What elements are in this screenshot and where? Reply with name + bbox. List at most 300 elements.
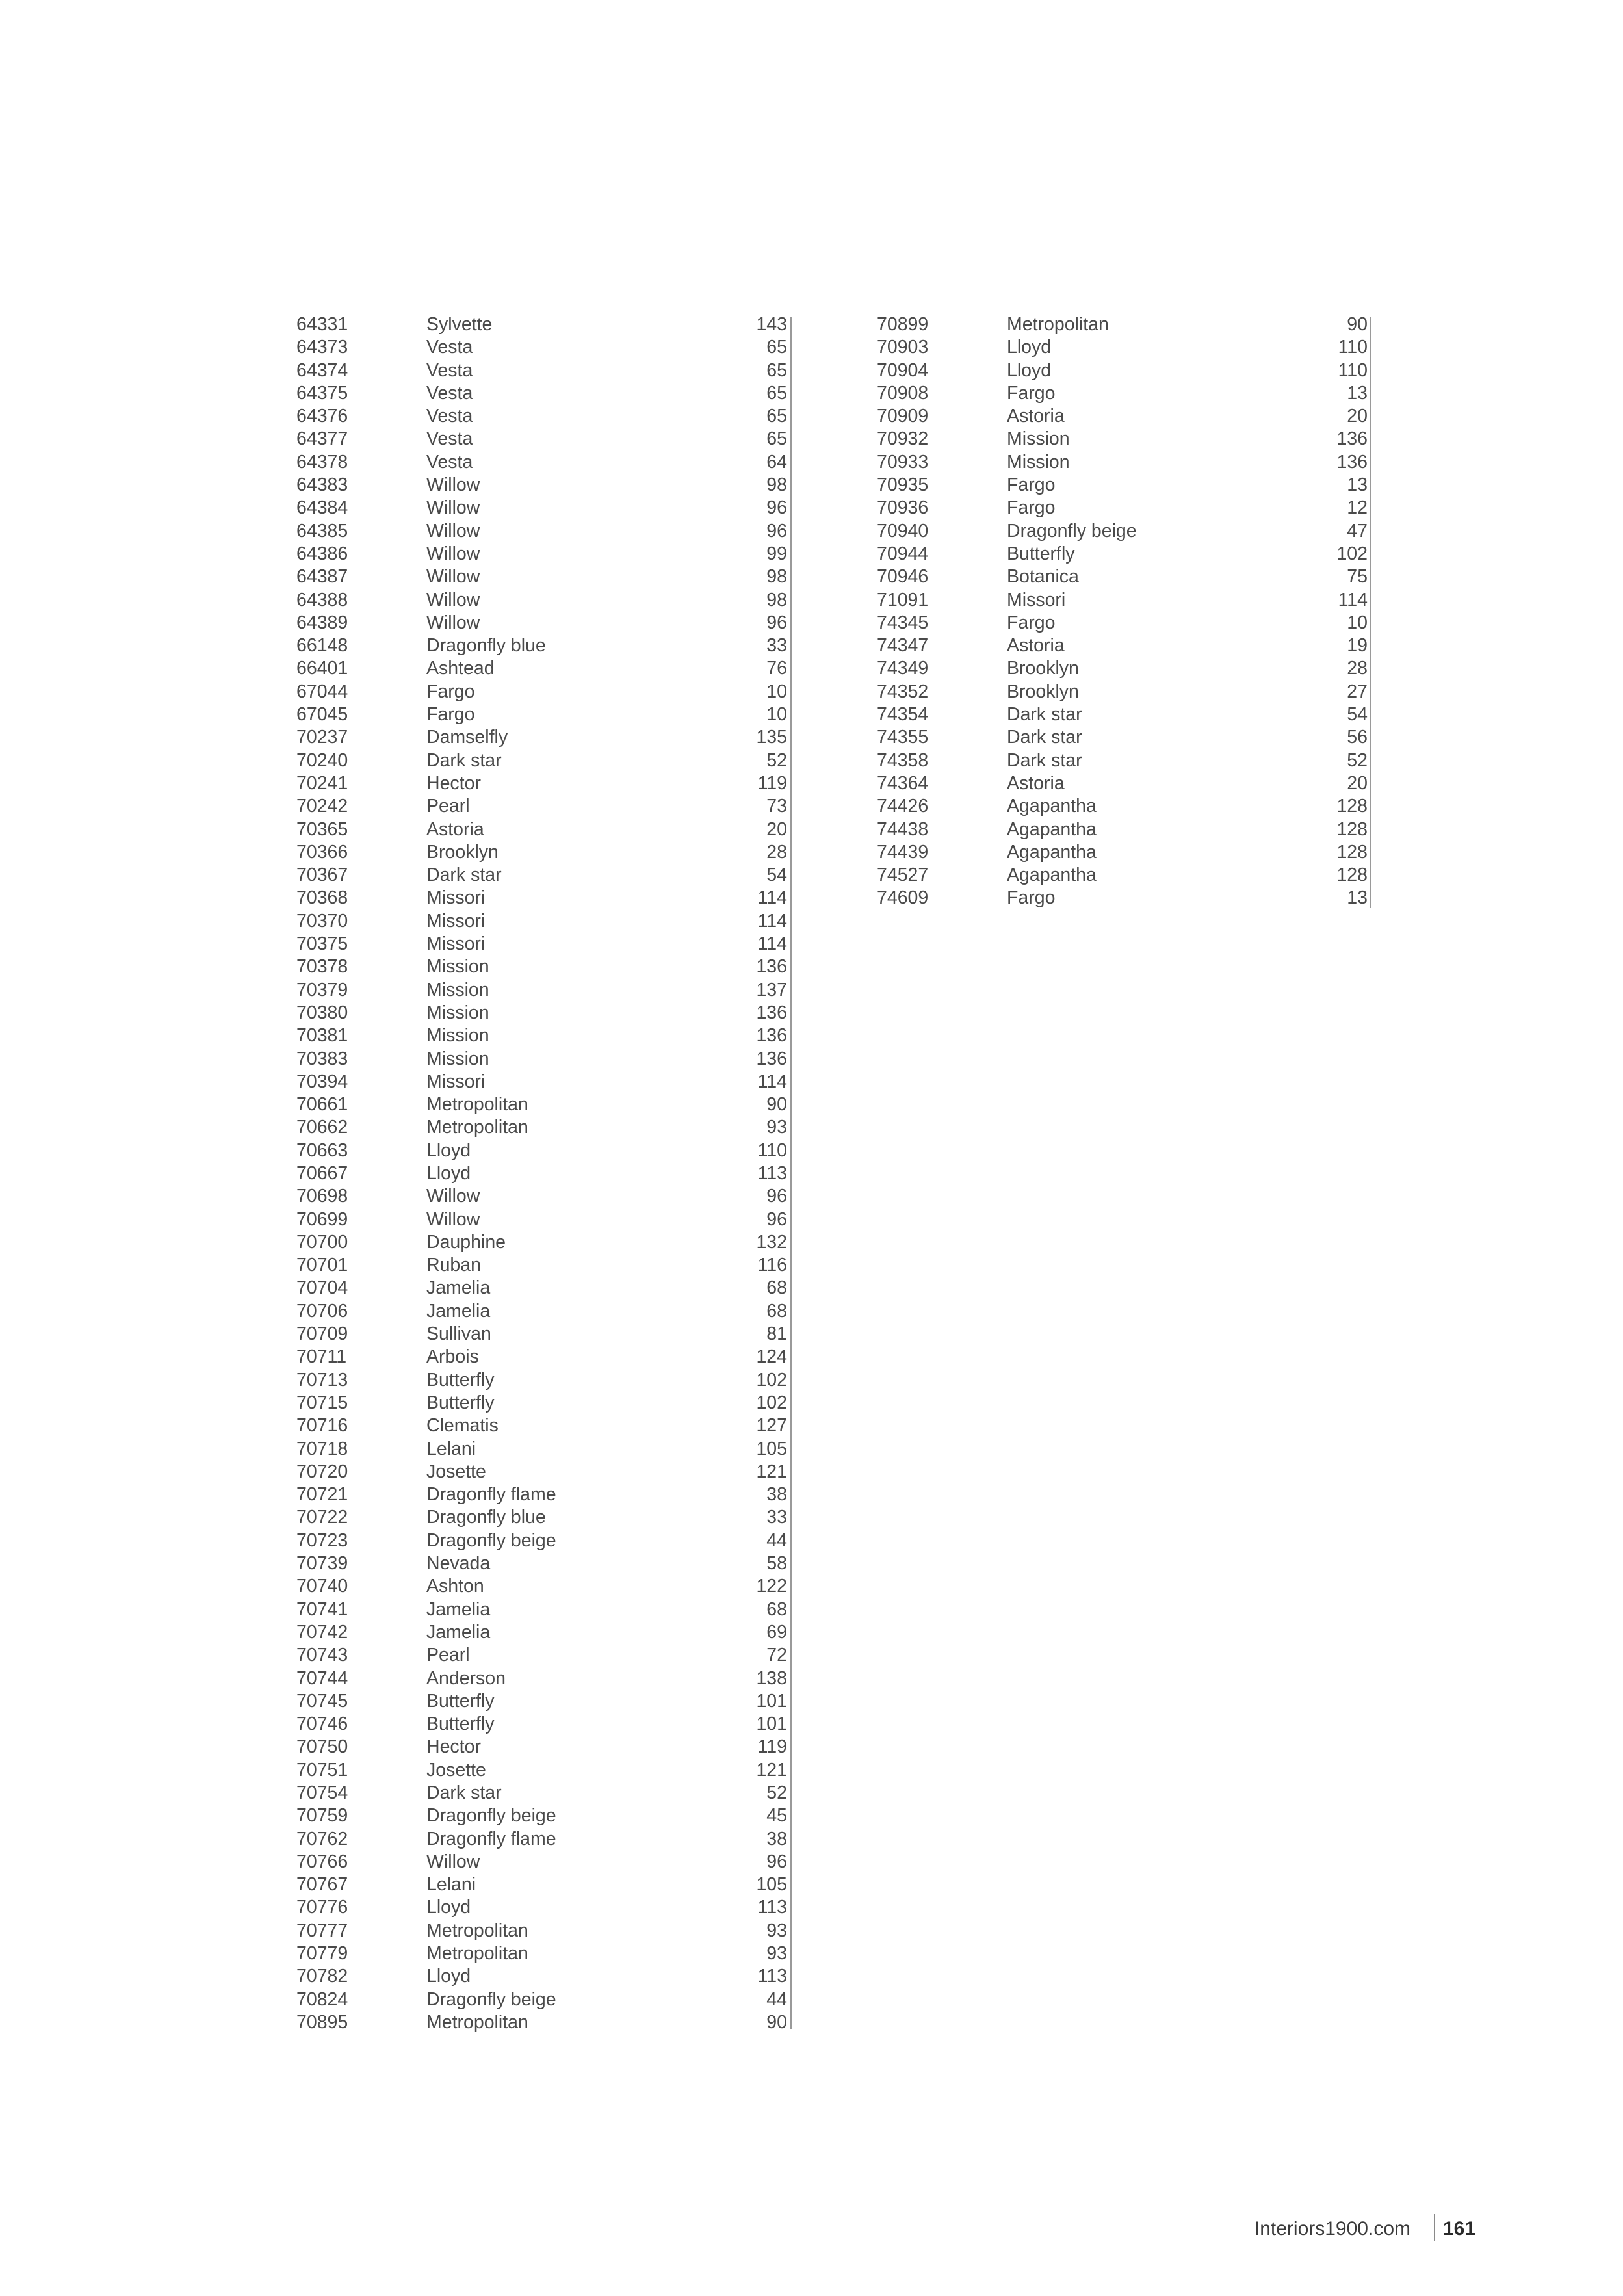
product-name: Jamelia bbox=[426, 1598, 491, 1620]
page-ref: 102 bbox=[1336, 543, 1368, 564]
row-spacer bbox=[647, 841, 712, 864]
product-name: Fargo bbox=[426, 681, 475, 702]
page-ref: 13 bbox=[1347, 475, 1368, 496]
product-name: Willow bbox=[426, 497, 480, 519]
index-row bbox=[296, 1116, 787, 1139]
product-name: Hector bbox=[426, 1736, 481, 1758]
product-code: 70933 bbox=[877, 451, 929, 473]
index-row bbox=[877, 474, 1368, 497]
row-spacer bbox=[647, 1277, 712, 1299]
product-code: 67044 bbox=[296, 681, 348, 702]
index-row bbox=[877, 657, 1368, 680]
index-row bbox=[877, 451, 1368, 474]
index-column-left bbox=[296, 313, 787, 2034]
index-row bbox=[296, 1989, 787, 2011]
index-row bbox=[877, 887, 1368, 909]
index-row bbox=[296, 1759, 787, 1782]
index-column-left-body bbox=[296, 313, 787, 2034]
page-ref: 33 bbox=[766, 635, 787, 657]
index-row bbox=[296, 1530, 787, 1552]
page-ref: 93 bbox=[766, 1920, 787, 1941]
product-code: 70932 bbox=[877, 428, 929, 450]
product-name: Missori bbox=[1007, 589, 1066, 610]
product-name: Metropolitan bbox=[1007, 314, 1109, 335]
product-code: 64389 bbox=[296, 612, 348, 633]
page-ref: 110 bbox=[1338, 359, 1368, 381]
row-spacer bbox=[647, 864, 712, 887]
index-column-right-body bbox=[877, 313, 1368, 910]
product-name: Willow bbox=[426, 1208, 480, 1230]
index-row bbox=[296, 1208, 787, 1231]
product-code: 70368 bbox=[296, 887, 348, 909]
product-name: Agapantha bbox=[1007, 818, 1097, 840]
index-row bbox=[296, 703, 787, 726]
product-name: Vesta bbox=[426, 451, 473, 473]
page-ref: 96 bbox=[766, 1186, 787, 1207]
page-ref: 65 bbox=[766, 337, 787, 358]
product-name: Fargo bbox=[1007, 475, 1056, 496]
product-code: 70378 bbox=[296, 956, 348, 978]
row-spacer bbox=[647, 887, 712, 909]
row-spacer bbox=[647, 795, 712, 818]
row-spacer bbox=[1228, 451, 1293, 474]
product-name: Pearl bbox=[426, 796, 470, 817]
page-ref: 98 bbox=[766, 589, 787, 610]
product-name: Vesta bbox=[426, 406, 473, 427]
page-ref: 137 bbox=[756, 979, 787, 1000]
product-name: Jamelia bbox=[426, 1621, 491, 1643]
page-ref: 90 bbox=[766, 2011, 787, 2033]
index-row bbox=[296, 1575, 787, 1598]
index-row bbox=[296, 1873, 787, 1896]
product-code: 70739 bbox=[296, 1553, 348, 1574]
product-code: 70767 bbox=[296, 1874, 348, 1896]
product-code: 70379 bbox=[296, 979, 348, 1000]
product-code: 70713 bbox=[296, 1369, 348, 1390]
page-ref: 10 bbox=[766, 704, 787, 725]
product-code: 64388 bbox=[296, 589, 348, 610]
page-ref: 110 bbox=[757, 1140, 787, 1161]
index-row bbox=[877, 589, 1368, 612]
product-code: 64384 bbox=[296, 497, 348, 519]
index-row bbox=[296, 2011, 787, 2034]
index-row bbox=[296, 1369, 787, 1392]
product-code: 74439 bbox=[877, 841, 929, 863]
row-spacer bbox=[647, 1621, 712, 1644]
product-name: Missori bbox=[426, 887, 486, 909]
product-name: Mission bbox=[426, 956, 489, 978]
index-row bbox=[296, 772, 787, 795]
index-row bbox=[296, 1965, 787, 1988]
index-row bbox=[877, 612, 1368, 634]
page-ref: 20 bbox=[1347, 772, 1368, 794]
product-code: 70742 bbox=[296, 1621, 348, 1643]
product-code: 70661 bbox=[296, 1094, 348, 1115]
page-ref: 96 bbox=[766, 520, 787, 541]
page-ref: 68 bbox=[766, 1598, 787, 1620]
product-name: Arbois bbox=[426, 1346, 479, 1368]
page-ref: 105 bbox=[756, 1438, 787, 1459]
row-spacer bbox=[1228, 520, 1293, 543]
index-row bbox=[877, 841, 1368, 864]
index-row bbox=[296, 726, 787, 749]
product-code: 64378 bbox=[296, 451, 348, 473]
index-row bbox=[296, 1552, 787, 1575]
product-code: 74354 bbox=[877, 704, 929, 725]
index-row bbox=[296, 1024, 787, 1047]
index-row bbox=[296, 1598, 787, 1621]
row-spacer bbox=[647, 1162, 712, 1185]
page-ref: 93 bbox=[766, 1117, 787, 1138]
product-code: 64376 bbox=[296, 406, 348, 427]
product-code: 70242 bbox=[296, 796, 348, 817]
row-spacer bbox=[647, 1713, 712, 1736]
page-ref: 13 bbox=[1347, 887, 1368, 909]
page-ref: 110 bbox=[1338, 337, 1368, 358]
product-name: Astoria bbox=[1007, 772, 1065, 794]
product-name: Mission bbox=[1007, 428, 1070, 450]
product-name: Lloyd bbox=[1007, 359, 1052, 381]
row-spacer bbox=[647, 1140, 712, 1162]
product-name: Metropolitan bbox=[426, 2011, 528, 2033]
index-row bbox=[877, 543, 1368, 566]
product-code: 74345 bbox=[877, 612, 929, 633]
product-name: Brooklyn bbox=[426, 841, 499, 863]
row-spacer bbox=[647, 1552, 712, 1575]
index-row bbox=[877, 772, 1368, 795]
row-spacer bbox=[647, 1024, 712, 1047]
page-ref: 10 bbox=[766, 681, 787, 702]
row-spacer bbox=[1228, 841, 1293, 864]
row-spacer bbox=[647, 1965, 712, 1988]
product-code: 70667 bbox=[296, 1162, 348, 1184]
product-code: 70899 bbox=[877, 314, 929, 335]
page-ref: 135 bbox=[756, 727, 787, 748]
page-ref: 96 bbox=[766, 497, 787, 519]
product-code: 70935 bbox=[877, 475, 929, 496]
row-spacer bbox=[1228, 428, 1293, 450]
product-name: Mission bbox=[426, 1025, 489, 1047]
product-code: 70759 bbox=[296, 1805, 348, 1827]
product-code: 70824 bbox=[296, 1989, 348, 2010]
index-row bbox=[296, 1071, 787, 1093]
index-row bbox=[877, 405, 1368, 428]
product-name: Mission bbox=[426, 979, 489, 1000]
product-name: Dark star bbox=[426, 865, 502, 886]
product-code: 70751 bbox=[296, 1759, 348, 1781]
index-row bbox=[296, 359, 787, 382]
product-code: 70740 bbox=[296, 1576, 348, 1597]
page-ref: 28 bbox=[766, 841, 787, 863]
page-ref: 116 bbox=[757, 1255, 787, 1276]
product-code: 70715 bbox=[296, 1392, 348, 1413]
row-spacer bbox=[647, 1415, 712, 1437]
product-code: 70700 bbox=[296, 1231, 348, 1253]
row-spacer bbox=[1228, 589, 1293, 612]
index-row bbox=[296, 1736, 787, 1758]
product-code: 70370 bbox=[296, 910, 348, 932]
product-code: 70383 bbox=[296, 1048, 348, 1069]
row-spacer bbox=[647, 979, 712, 1002]
index-row bbox=[296, 1277, 787, 1299]
row-spacer bbox=[647, 1667, 712, 1690]
page-ref: 96 bbox=[766, 1208, 787, 1230]
index-row bbox=[877, 497, 1368, 519]
page-ref: 45 bbox=[766, 1805, 787, 1827]
product-code: 70704 bbox=[296, 1277, 348, 1299]
product-code: 64383 bbox=[296, 475, 348, 496]
index-row bbox=[296, 1162, 787, 1185]
row-spacer bbox=[647, 520, 712, 543]
row-spacer bbox=[647, 1369, 712, 1392]
page-ref: 52 bbox=[1347, 750, 1368, 771]
index-row bbox=[296, 1782, 787, 1805]
row-spacer bbox=[1228, 887, 1293, 909]
page-ref: 138 bbox=[756, 1667, 787, 1689]
index-row bbox=[296, 1346, 787, 1368]
row-spacer bbox=[647, 1231, 712, 1254]
product-name: Dragonfly blue bbox=[426, 635, 546, 657]
page-ref: 136 bbox=[756, 1002, 787, 1023]
page-ref: 54 bbox=[1347, 704, 1368, 725]
product-code: 74349 bbox=[877, 658, 929, 679]
page-ref: 73 bbox=[766, 796, 787, 817]
page-ref: 58 bbox=[766, 1553, 787, 1574]
product-code: 70944 bbox=[877, 543, 929, 564]
product-name: Mission bbox=[426, 1048, 489, 1069]
product-name: Lelani bbox=[426, 1874, 476, 1896]
product-name: Dark star bbox=[1007, 704, 1082, 725]
product-name: Butterfly bbox=[426, 1690, 495, 1712]
row-spacer bbox=[647, 1851, 712, 1873]
product-name: Astoria bbox=[426, 818, 484, 840]
product-name: Agapantha bbox=[1007, 796, 1097, 817]
index-row bbox=[296, 657, 787, 680]
index-row bbox=[296, 795, 787, 818]
product-name: Butterfly bbox=[426, 1714, 495, 1735]
row-spacer bbox=[647, 1323, 712, 1346]
page-ref: 47 bbox=[1347, 520, 1368, 541]
page-ref: 121 bbox=[756, 1461, 787, 1482]
product-code: 70904 bbox=[877, 359, 929, 381]
product-name: Dragonfly flame bbox=[426, 1484, 556, 1506]
index-row bbox=[296, 382, 787, 405]
page-ref: 69 bbox=[766, 1621, 787, 1643]
row-spacer bbox=[647, 1873, 712, 1896]
page-ref: 113 bbox=[757, 1897, 787, 1918]
product-code: 70711 bbox=[296, 1346, 347, 1368]
index-row bbox=[296, 1140, 787, 1162]
row-spacer bbox=[1228, 703, 1293, 726]
product-code: 70746 bbox=[296, 1714, 348, 1735]
row-spacer bbox=[647, 1438, 712, 1461]
product-code: 74527 bbox=[877, 865, 929, 886]
product-name: Dragonfly flame bbox=[426, 1828, 556, 1849]
page-ref: 52 bbox=[766, 750, 787, 771]
index-row bbox=[296, 1713, 787, 1736]
product-code: 70762 bbox=[296, 1828, 348, 1849]
page-ref: 102 bbox=[756, 1369, 787, 1390]
product-name: Dragonfly beige bbox=[426, 1530, 556, 1551]
product-code: 70367 bbox=[296, 865, 348, 886]
page-ref: 20 bbox=[766, 818, 787, 840]
index-row bbox=[296, 818, 787, 841]
product-code: 70722 bbox=[296, 1507, 348, 1528]
index-row bbox=[877, 566, 1368, 588]
product-code: 70699 bbox=[296, 1208, 348, 1230]
index-row bbox=[296, 1506, 787, 1529]
product-name: Fargo bbox=[426, 704, 475, 725]
row-spacer bbox=[647, 818, 712, 841]
product-code: 74609 bbox=[877, 887, 929, 909]
index-row bbox=[877, 520, 1368, 543]
row-spacer bbox=[647, 1506, 712, 1529]
row-spacer bbox=[647, 474, 712, 497]
row-spacer bbox=[647, 1185, 712, 1208]
page-ref: 114 bbox=[1338, 589, 1368, 610]
row-spacer bbox=[647, 1942, 712, 1965]
page-ref: 119 bbox=[757, 1736, 787, 1758]
product-name: Missori bbox=[426, 933, 486, 955]
product-code: 70779 bbox=[296, 1943, 348, 1964]
index-row bbox=[296, 1851, 787, 1873]
row-spacer bbox=[1228, 336, 1293, 359]
index-row bbox=[296, 864, 787, 887]
index-row bbox=[296, 1093, 787, 1116]
page-ref: 65 bbox=[766, 406, 787, 427]
index-row bbox=[877, 634, 1368, 657]
product-name: Sullivan bbox=[426, 1324, 491, 1345]
product-name: Josette bbox=[426, 1759, 486, 1781]
product-code: 70741 bbox=[296, 1598, 348, 1620]
index-row bbox=[877, 382, 1368, 405]
product-name: Missori bbox=[426, 910, 486, 932]
index-row bbox=[877, 681, 1368, 703]
row-spacer bbox=[647, 1530, 712, 1552]
index-row bbox=[296, 681, 787, 703]
product-code: 70701 bbox=[296, 1255, 348, 1276]
index-row bbox=[296, 1392, 787, 1415]
row-spacer bbox=[1228, 497, 1293, 519]
product-code: 64387 bbox=[296, 566, 348, 588]
footer-website: Interiors1900.com bbox=[1254, 2218, 1410, 2239]
product-code: 70365 bbox=[296, 818, 348, 840]
page-ref: 102 bbox=[756, 1392, 787, 1413]
product-code: 70237 bbox=[296, 727, 348, 748]
product-name: Mission bbox=[1007, 451, 1070, 473]
page-ref: 56 bbox=[1347, 727, 1368, 748]
product-name: Astoria bbox=[1007, 635, 1065, 657]
row-spacer bbox=[647, 405, 712, 428]
product-code: 74355 bbox=[877, 727, 929, 748]
product-name: Dragonfly beige bbox=[1007, 520, 1137, 541]
row-spacer bbox=[1228, 566, 1293, 588]
product-name: Brooklyn bbox=[1007, 681, 1079, 702]
product-name: Josette bbox=[426, 1461, 486, 1482]
index-row bbox=[296, 1920, 787, 1942]
product-code: 70381 bbox=[296, 1025, 348, 1047]
row-spacer bbox=[1228, 359, 1293, 382]
page-ref: 68 bbox=[766, 1277, 787, 1299]
row-spacer bbox=[647, 497, 712, 519]
product-name: Willow bbox=[426, 520, 480, 541]
product-name: Botanica bbox=[1007, 566, 1079, 588]
row-spacer bbox=[647, 336, 712, 359]
row-spacer bbox=[647, 1254, 712, 1277]
index-row bbox=[296, 1254, 787, 1277]
row-spacer bbox=[1228, 382, 1293, 405]
product-code: 70380 bbox=[296, 1002, 348, 1023]
product-code: 70946 bbox=[877, 566, 929, 588]
product-code: 70240 bbox=[296, 750, 348, 771]
product-code: 70909 bbox=[877, 406, 929, 427]
product-code: 70940 bbox=[877, 520, 929, 541]
page-ref: 127 bbox=[756, 1415, 787, 1437]
product-code: 70706 bbox=[296, 1300, 348, 1322]
index-row bbox=[296, 428, 787, 450]
row-spacer bbox=[647, 1116, 712, 1139]
product-code: 70366 bbox=[296, 841, 348, 863]
product-code: 70394 bbox=[296, 1071, 348, 1092]
index-column-right bbox=[877, 313, 1368, 910]
product-code: 70777 bbox=[296, 1920, 348, 1941]
product-name: Lloyd bbox=[426, 1162, 471, 1184]
row-spacer bbox=[647, 1805, 712, 1827]
product-name: Willow bbox=[426, 589, 480, 610]
product-name: Anderson bbox=[426, 1667, 506, 1689]
product-name: Pearl bbox=[426, 1645, 470, 1666]
index-row bbox=[296, 1896, 787, 1919]
product-name: Willow bbox=[426, 612, 480, 633]
product-code: 70721 bbox=[296, 1484, 348, 1506]
index-row bbox=[296, 841, 787, 864]
index-row bbox=[877, 726, 1368, 749]
index-row bbox=[877, 359, 1368, 382]
page-ref: 52 bbox=[766, 1782, 787, 1803]
page-ref: 114 bbox=[757, 887, 787, 909]
product-name: Fargo bbox=[1007, 497, 1056, 519]
row-spacer bbox=[647, 1575, 712, 1598]
page-ref: 96 bbox=[766, 612, 787, 633]
row-spacer bbox=[1228, 864, 1293, 887]
row-spacer bbox=[647, 1690, 712, 1713]
product-name: Ashton bbox=[426, 1576, 484, 1597]
index-row bbox=[296, 1461, 787, 1483]
row-spacer bbox=[647, 1598, 712, 1621]
product-name: Fargo bbox=[1007, 612, 1056, 633]
page-ref: 132 bbox=[756, 1231, 787, 1253]
page-ref: 64 bbox=[766, 451, 787, 473]
row-spacer bbox=[647, 1002, 712, 1024]
page-ref: 136 bbox=[756, 956, 787, 978]
page-ref: 27 bbox=[1347, 681, 1368, 702]
index-row bbox=[296, 612, 787, 634]
index-row bbox=[877, 313, 1368, 336]
page-ref: 128 bbox=[1336, 865, 1368, 886]
product-name: Damselfly bbox=[426, 727, 508, 748]
row-spacer bbox=[647, 703, 712, 726]
row-spacer bbox=[647, 1093, 712, 1116]
page-ref: 128 bbox=[1336, 796, 1368, 817]
page-ref: 68 bbox=[766, 1300, 787, 1322]
product-name: Metropolitan bbox=[426, 1920, 528, 1941]
index-row bbox=[296, 1828, 787, 1851]
product-code: 66148 bbox=[296, 635, 348, 657]
index-row bbox=[296, 1002, 787, 1024]
index-row bbox=[877, 795, 1368, 818]
row-spacer bbox=[647, 1759, 712, 1782]
footer-separator bbox=[1434, 2214, 1435, 2241]
